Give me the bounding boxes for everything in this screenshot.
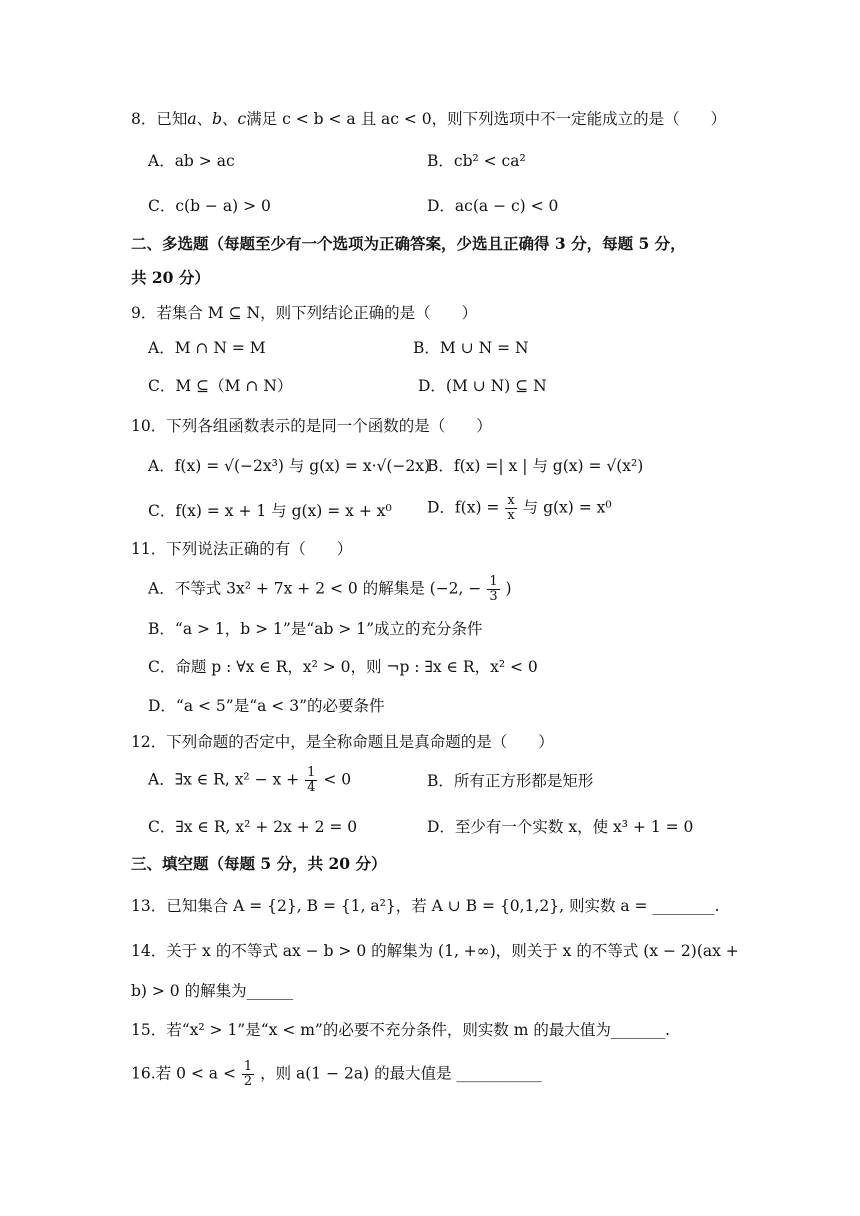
section-2-heading: 二、多选题（每题至少有一个选项为正确答案，少选且正确得 3 分，每题 5 分， <box>131 234 686 253</box>
q10-d-suffix: 与 g(x) = x⁰ <box>522 498 612 517</box>
q11-a-fraction <box>487 575 499 604</box>
q14-line-1: 14．关于 x 的不等式 ax − b > 0 的解集为 (1, +∞)，则关于 x 的不等式 (x − 2)(ax + <box>131 942 739 960</box>
q11-a-suffix: ) <box>505 579 512 598</box>
q16-denominator: 2 <box>243 1074 253 1089</box>
q11-a-denominator: 3 <box>489 589 498 604</box>
q11-a-prefix: A．不等式 3x² + 7x + 2 < 0 的解集是 (−2, − <box>148 579 482 598</box>
q8-stem: 8．已知𝑎、𝑏、𝑐满足 c < b < a 且 ac < 0，则下列选项中不一定能成立的是（ ） <box>131 110 727 128</box>
q10-stem: 10．下列各组函数表示的是同一个函数的是（ ） <box>131 417 492 435</box>
q10-option-b: B．f(x) =| x | 与 g(x) = √(x²) <box>427 457 644 475</box>
q13-text: 13．已知集合 A = {2}, B = {1, a²}，若 A ∪ B = {0,1,2}, 则实数 a = ________. <box>131 897 720 915</box>
section-3-heading: 三、填空题（每题 5 分，共 20 分） <box>131 854 387 873</box>
q8-option-c: C．c(b − a) > 0 <box>148 197 271 215</box>
q10-d-denominator: x <box>507 508 515 523</box>
q16-suffix: ，则 a(1 − 2a) 的最大值是 ___________ <box>260 1064 542 1083</box>
q11-stem: 11．下列说法正确的有（ ） <box>131 540 353 558</box>
q10-d-numerator: x <box>507 493 515 508</box>
q10-option-a: A．f(x) = √(−2x³) 与 g(x) = x·√(−2x) <box>148 457 431 475</box>
q12-a-denominator: 4 <box>307 780 316 795</box>
q10-option-c: C．f(x) = x + 1 与 g(x) = x + x⁰ <box>148 502 392 520</box>
q12-a-prefix: A．∃x ∈ R, x² − x + <box>148 770 300 789</box>
q16-numerator: 1 <box>243 1059 253 1074</box>
q12-option-b: B．所有正方形都是矩形 <box>427 772 594 790</box>
q11-option-c: C．命题 p : ∀x ∈ R，x² > 0，则 ¬p : ∃x ∈ R，x² < 0 <box>148 658 538 676</box>
q9-option-c: C．M ⊆（M ∩ N） <box>148 377 293 395</box>
q11-a-numerator: 1 <box>489 574 498 589</box>
section-2-heading-cont: 共 20 分） <box>131 268 210 287</box>
q9-stem: 9．若集合 M ⊆ N，则下列结论正确的是（ ） <box>131 304 478 322</box>
q8-option-d: D．ac(a − c) < 0 <box>427 197 559 215</box>
q16-text <box>131 1060 542 1089</box>
q16-prefix: 16.若 0 < a < <box>131 1064 236 1083</box>
q8-option-a: A．ab > ac <box>148 152 235 170</box>
q16-fraction <box>242 1060 254 1089</box>
q10-d-prefix: D．f(x) = <box>427 498 500 517</box>
q12-option-c: C．∃x ∈ R, x² + 2x + 2 = 0 <box>148 818 358 836</box>
q12-stem: 12．下列命题的否定中，是全称命题且是真命题的是（ ） <box>131 733 554 751</box>
q11-option-d: D．“a < 5”是“a < 3”的必要条件 <box>148 697 385 715</box>
q9-option-b: B．M ∪ N = N <box>413 339 529 357</box>
q11-option-a <box>148 575 512 604</box>
q12-a-fraction <box>305 766 317 795</box>
q14-line-2: b) > 0 的解集为______ <box>131 982 294 1000</box>
q12-a-suffix: < 0 <box>323 770 352 789</box>
q11-option-b: B．“a > 1，b > 1”是“ab > 1”成立的充分条件 <box>148 620 483 638</box>
q9-option-d: D．(M ∪ N) ⊆ N <box>418 377 547 395</box>
q8-option-b: B．cb² < ca² <box>427 152 526 170</box>
q15-text: 15．若“x² > 1”是“x < m”的必要不充分条件，则实数 m 的最大值为_______. <box>131 1021 671 1039</box>
q12-option-a <box>148 766 351 795</box>
q9-option-a: A．M ∩ N = M <box>148 339 266 357</box>
q10-d-fraction <box>505 494 516 523</box>
q12-a-numerator: 1 <box>307 765 316 780</box>
q10-option-d <box>427 494 612 523</box>
q12-option-d: D．至少有一个实数 x，使 x³ + 1 = 0 <box>427 818 694 836</box>
